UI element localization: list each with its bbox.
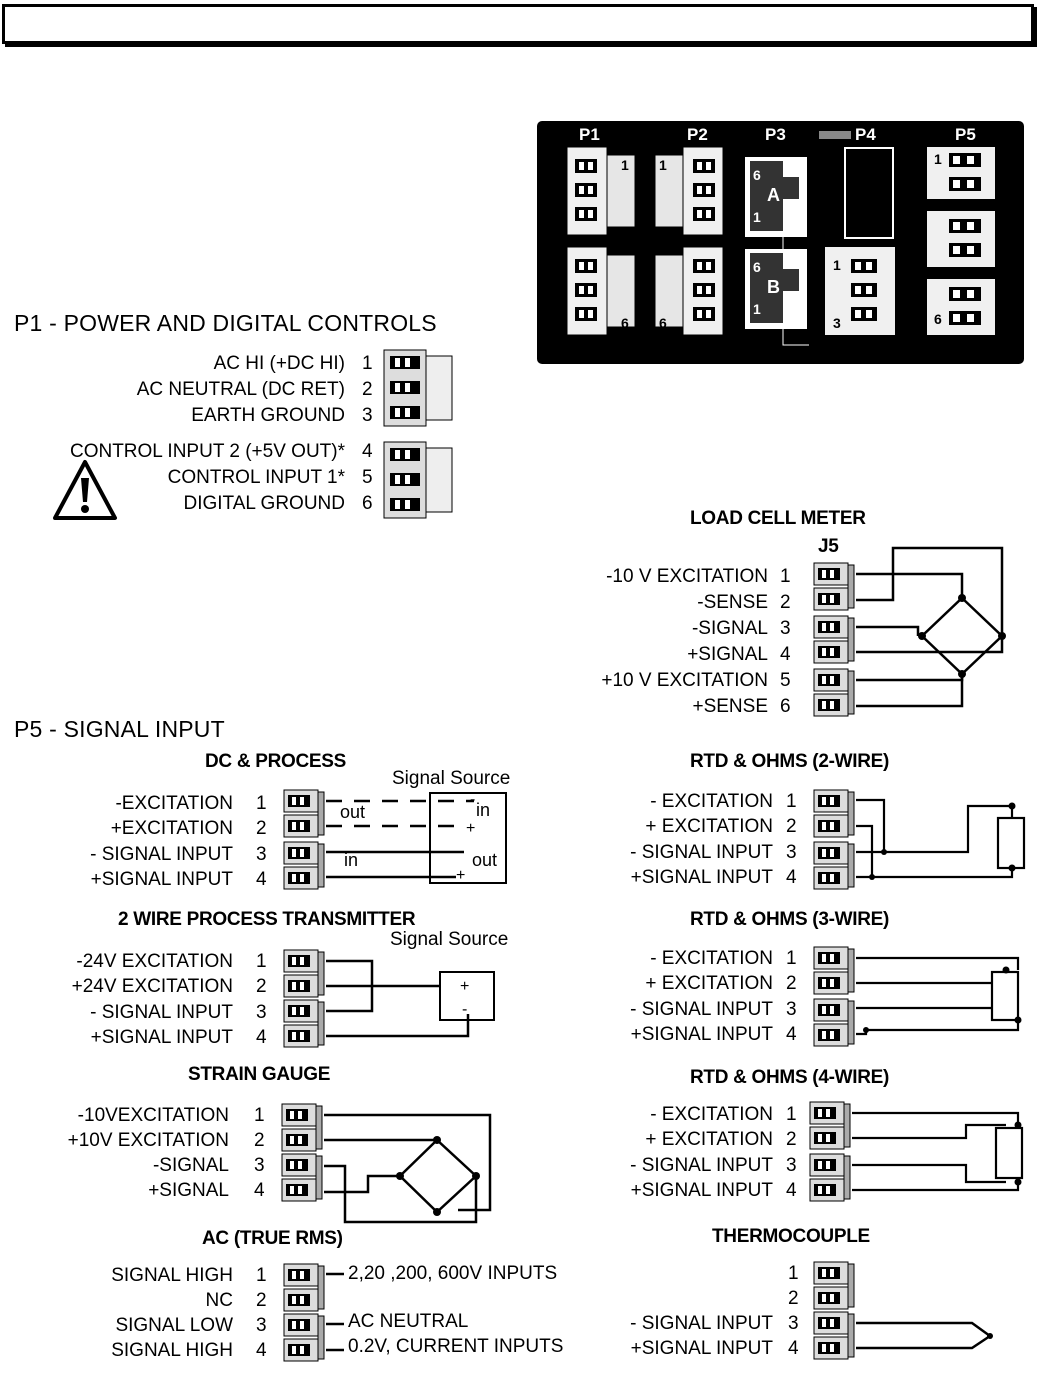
transmitter-title: 2 WIRE PROCESS TRANSMITTER <box>118 909 416 930</box>
ac-note-current: 0.2V, CURRENT INPUTS <box>348 1336 564 1357</box>
strain-label-3: -SIGNAL <box>152 1155 229 1176</box>
load-cell-connector-label: J5 <box>818 536 839 557</box>
load-cell-label-3: -SIGNAL <box>691 618 768 639</box>
dc-label-3: - SIGNAL INPUT <box>90 844 233 865</box>
p2-pin-6-mark: 6 <box>659 315 667 331</box>
tx-label-3: - SIGNAL INPUT <box>90 1002 233 1023</box>
rtd3-title: RTD & OHMS (3-WIRE) <box>690 909 890 930</box>
panel-label-p5: P5 <box>955 125 976 144</box>
tc-pin-2: 2 <box>788 1288 799 1309</box>
p3-b-pin-6: 6 <box>753 259 761 275</box>
p5-pin-1-mark: 1 <box>934 151 942 167</box>
rtd4-label-1: - EXCITATION <box>650 1104 773 1125</box>
ac-label-3: SIGNAL LOW <box>115 1315 233 1336</box>
svg-text:-: - <box>462 1001 468 1018</box>
rtd4-title: RTD & OHMS (4-WIRE) <box>690 1067 890 1088</box>
load-cell-title: LOAD CELL METER <box>690 508 866 529</box>
rtd3-label-3: - SIGNAL INPUT <box>630 999 773 1020</box>
p1-pin-6: 6 <box>362 493 373 514</box>
strain-pin-2: 2 <box>254 1130 265 1151</box>
ac-label-1: SIGNAL HIGH <box>111 1265 233 1286</box>
p1-label-1: AC HI (+DC HI) <box>213 353 345 374</box>
tc-pin-4: 4 <box>788 1338 799 1359</box>
dc-process-source-label: Signal Source <box>392 768 511 789</box>
transmitter-source-label: Signal Source <box>390 929 509 950</box>
load-cell-label-4: +SIGNAL <box>687 644 768 665</box>
rtd4-pin-1: 1 <box>786 1104 797 1125</box>
load-cell-pin-4: 4 <box>780 644 791 665</box>
rtd2-pin-2: 2 <box>786 816 797 837</box>
tc-pin-3: 3 <box>788 1313 799 1334</box>
strain-label-4: +SIGNAL <box>148 1180 229 1201</box>
p1-pin-3: 3 <box>362 405 373 426</box>
rtd3-label-1: - EXCITATION <box>650 948 773 969</box>
rtd2-label-3: - SIGNAL INPUT <box>630 842 773 863</box>
p1-pin-1: 1 <box>362 353 373 374</box>
thermocouple-title: THERMOCOUPLE <box>712 1226 870 1247</box>
p1-pin-6-mark: 6 <box>621 315 629 331</box>
tx-pin-1: 1 <box>256 951 267 972</box>
dc-label-1: -EXCITATION <box>115 793 233 814</box>
dc-pin-1: 1 <box>256 793 267 814</box>
rtd2-pin-4: 4 <box>786 867 797 888</box>
load-cell-label-6: +SENSE <box>692 696 768 717</box>
rtd2-label-1: - EXCITATION <box>650 791 773 812</box>
p1-label-4: CONTROL INPUT 2 (+5V OUT)* <box>69 441 345 462</box>
rtd4-label-3: - SIGNAL INPUT <box>630 1155 773 1176</box>
p3-b-pin-1: 1 <box>753 301 761 317</box>
svg-text:+: + <box>460 978 470 995</box>
load-cell-pin-1: 1 <box>780 566 791 587</box>
tx-label-4: +SIGNAL INPUT <box>90 1027 233 1048</box>
dc-plus-2: + <box>456 867 466 884</box>
panel-label-p3: P3 <box>765 125 786 144</box>
dc-process-title: DC & PROCESS <box>205 751 347 772</box>
p1-title: P1 - POWER AND DIGITAL CONTROLS <box>14 310 437 336</box>
tc-label-4: +SIGNAL INPUT <box>630 1338 773 1359</box>
load-cell-label-5: +10 V EXCITATION <box>601 670 768 691</box>
p5-title: P5 - SIGNAL INPUT <box>14 716 225 742</box>
p4-pin-3-mark: 3 <box>833 315 841 331</box>
strain-label-1: -10VEXCITATION <box>77 1105 229 1126</box>
ac-note-neutral: AC NEUTRAL <box>348 1311 469 1332</box>
p3-a-letter: A <box>767 185 780 205</box>
tc-label-3: - SIGNAL INPUT <box>630 1313 773 1334</box>
tx-pin-4: 4 <box>256 1027 267 1048</box>
rtd4-pin-3: 3 <box>786 1155 797 1176</box>
p4-pin-1-mark: 1 <box>833 257 841 273</box>
dc-minus-1: - <box>470 791 476 808</box>
tx-pin-2: 2 <box>256 976 267 997</box>
rtd2-pin-3: 3 <box>786 842 797 863</box>
rtd3-pin-1: 1 <box>786 948 797 969</box>
tx-pin-3: 3 <box>256 1002 267 1023</box>
rtd2-label-4: +SIGNAL INPUT <box>630 867 773 888</box>
strain-label-2: +10V EXCITATION <box>67 1130 229 1151</box>
dc-label-2: +EXCITATION <box>110 818 233 839</box>
load-cell-pin-3: 3 <box>780 618 791 639</box>
dc-out2-tag: out <box>472 850 498 870</box>
dc-out-tag: out <box>340 802 366 822</box>
load-cell-pin-2: 2 <box>780 592 791 613</box>
p5-pin-6-mark: 6 <box>934 311 942 327</box>
load-cell-label-2: -SENSE <box>697 592 768 613</box>
strain-pin-4: 4 <box>254 1180 265 1201</box>
dc-minus-2: - <box>456 843 462 860</box>
ac-label-4: SIGNAL HIGH <box>111 1340 233 1361</box>
p1-label-5: CONTROL INPUT 1* <box>167 467 345 488</box>
ac-note-inputs: 2,20 ,200, 600V INPUTS <box>348 1263 558 1284</box>
dc-pin-3: 3 <box>256 844 267 865</box>
p3-a-pin-1: 1 <box>753 209 761 225</box>
ac-pin-1: 1 <box>256 1265 267 1286</box>
rtd4-label-2: + EXCITATION <box>645 1129 773 1150</box>
rtd3-pin-3: 3 <box>786 999 797 1020</box>
ac-pin-3: 3 <box>256 1315 267 1336</box>
dc-pin-4: 4 <box>256 869 267 890</box>
strain-gauge-title: STRAIN GAUGE <box>188 1064 331 1085</box>
load-cell-pin-6: 6 <box>780 696 791 717</box>
ac-pin-4: 4 <box>256 1340 267 1361</box>
dc-in2-tag: in <box>344 850 359 870</box>
rtd2-label-2: + EXCITATION <box>645 816 773 837</box>
p3-a-pin-6: 6 <box>753 167 761 183</box>
p1-pin-4: 4 <box>362 441 373 462</box>
strain-pin-3: 3 <box>254 1155 265 1176</box>
p1-pin-5: 5 <box>362 467 373 488</box>
panel-label-p1: P1 <box>579 125 600 144</box>
p1-pin-2: 2 <box>362 379 373 400</box>
panel-label-p2: P2 <box>687 125 708 144</box>
dc-pin-2: 2 <box>256 818 267 839</box>
p1-label-2: AC NEUTRAL (DC RET) <box>136 379 345 400</box>
tc-pin-1: 1 <box>788 1263 799 1284</box>
load-cell-pin-5: 5 <box>780 670 791 691</box>
p1-label-3: EARTH GROUND <box>191 405 345 426</box>
rtd3-pin-2: 2 <box>786 973 797 994</box>
tx-label-2: +24V EXCITATION <box>71 976 233 997</box>
ac-label-2: NC <box>205 1290 233 1311</box>
ac-title: AC (TRUE RMS) <box>202 1228 343 1249</box>
ac-pin-2: 2 <box>256 1290 267 1311</box>
rtd3-pin-4: 4 <box>786 1024 797 1045</box>
rtd3-label-2: + EXCITATION <box>645 973 773 994</box>
rtd4-label-4: +SIGNAL INPUT <box>630 1180 773 1201</box>
rtd2-pin-1: 1 <box>786 791 797 812</box>
strain-pin-1: 1 <box>254 1105 265 1126</box>
rtd4-pin-2: 2 <box>786 1129 797 1150</box>
p2-pin-1-mark: 1 <box>659 157 667 173</box>
rtd3-label-4: +SIGNAL INPUT <box>630 1024 773 1045</box>
dc-label-4: +SIGNAL INPUT <box>90 869 233 890</box>
dc-plus-1: + <box>466 820 476 837</box>
p1-label-6: DIGITAL GROUND <box>183 493 345 514</box>
p3-b-letter: B <box>767 277 780 297</box>
p1-pin-1-mark: 1 <box>621 157 629 173</box>
rtd4-pin-4: 4 <box>786 1180 797 1201</box>
load-cell-label-1: -10 V EXCITATION <box>606 566 768 587</box>
panel-label-p4: P4 <box>855 125 876 144</box>
dc-in-tag: in <box>476 800 491 820</box>
tx-label-1: -24V EXCITATION <box>76 951 233 972</box>
rtd2-title: RTD & OHMS (2-WIRE) <box>690 751 890 772</box>
